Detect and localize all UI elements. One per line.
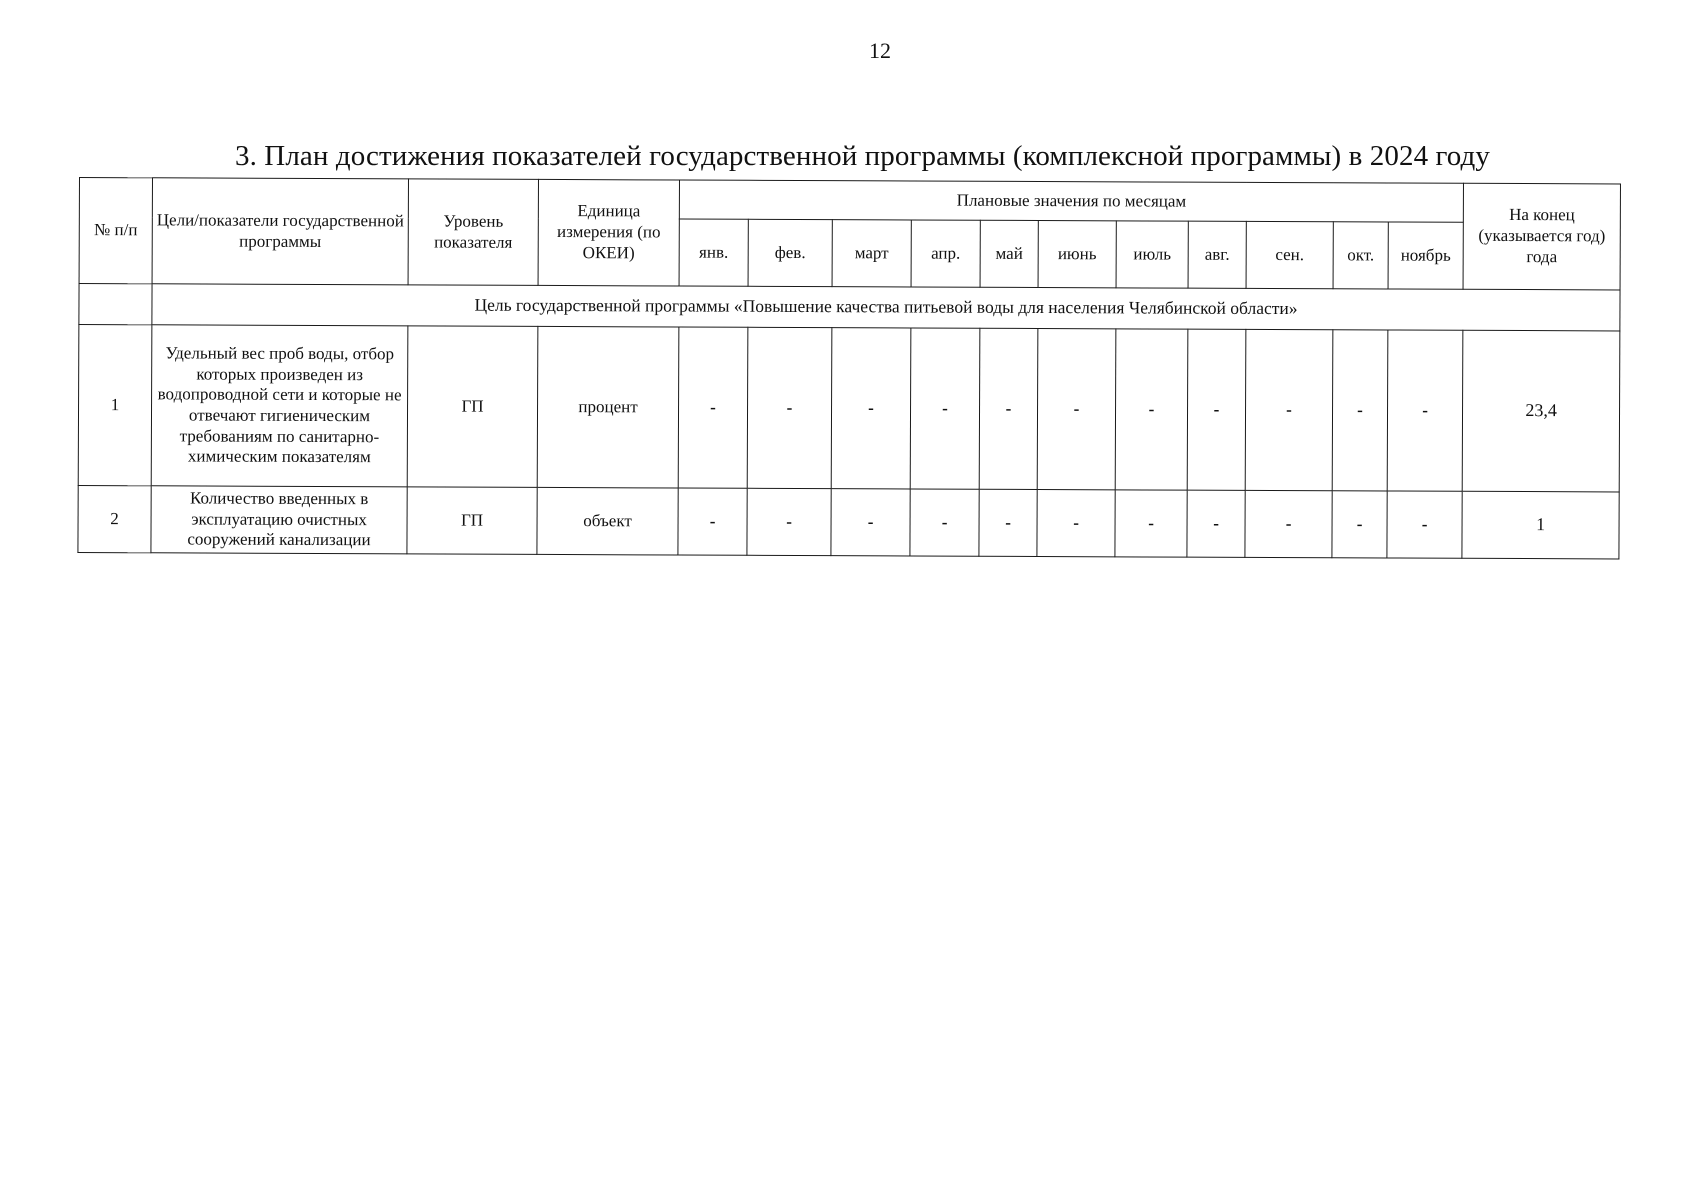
final-value: 1 (1462, 491, 1619, 559)
month-header: июнь (1038, 221, 1116, 288)
monthly-value: - (1115, 329, 1188, 490)
month-header: июль (1116, 221, 1188, 288)
monthly-value: - (1387, 491, 1462, 558)
indicator-name: Количество введенных в эксплуатацию очистных сооружений канализации (151, 486, 407, 554)
month-header: апр. (911, 220, 980, 287)
monthly-value: - (910, 489, 979, 556)
month-header: авг. (1188, 221, 1246, 288)
indicator-level: ГП (407, 326, 538, 488)
header-level: Уровень показателя (408, 179, 538, 286)
monthly-value: - (747, 488, 831, 555)
header-row (79, 178, 1620, 223)
monthly-value: - (910, 328, 980, 489)
monthly-value: - (979, 489, 1037, 556)
monthly-value: - (1037, 329, 1116, 490)
monthly-value: - (1187, 490, 1245, 557)
monthly-value: - (1115, 490, 1187, 557)
header-monthly-values: Плановые значения по месяцам (679, 180, 1463, 222)
row-num: 1 (78, 325, 152, 486)
row-num: 2 (78, 485, 151, 552)
monthly-value: - (747, 327, 832, 488)
header-goal: Цели/показатели государственной программы (152, 178, 408, 285)
month-header: сен. (1246, 221, 1333, 288)
monthly-value: - (1245, 329, 1333, 490)
month-header: май (980, 220, 1038, 287)
goal-row-blank-cell (79, 284, 152, 325)
month-header: окт. (1333, 222, 1388, 289)
header-num: № п/п (79, 178, 152, 284)
indicator-unit: процент (537, 326, 679, 488)
month-header: янв. (679, 219, 748, 286)
header-final: На конец (указывается год) года (1463, 183, 1620, 290)
monthly-value: - (979, 328, 1038, 489)
month-header: март (832, 220, 911, 287)
monthly-value: - (1187, 329, 1246, 490)
indicator-unit: объект (537, 487, 678, 555)
month-header: ноябрь (1388, 222, 1463, 289)
header-unit: Единица измерения (по ОКЕИ) (538, 179, 679, 286)
monthly-value: - (1387, 330, 1463, 491)
goal-row (79, 284, 1620, 331)
monthly-value: - (1245, 490, 1332, 557)
document-title: 3. План достижения показателей государственной программы (комплексной программы) в 2024 году (235, 140, 1491, 172)
monthly-value: - (678, 488, 747, 555)
monthly-value: - (831, 328, 911, 489)
table-row (78, 325, 1620, 492)
monthly-value: - (1332, 330, 1388, 491)
monthly-value: - (678, 327, 748, 488)
indicator-level: ГП (407, 487, 537, 555)
monthly-value: - (831, 489, 910, 556)
monthly-value: - (1037, 490, 1115, 557)
final-value: 23,4 (1462, 330, 1620, 492)
month-header: фев. (748, 219, 832, 286)
indicators-plan-table (77, 177, 1621, 559)
monthly-value: - (1332, 491, 1387, 558)
program-goal: Цель государственной программы «Повышение качества питьевой воды для населения Челябинской области» (152, 284, 1620, 331)
page-number: 12 (869, 38, 891, 63)
indicator-name: Удельный вес проб воды, отбор которых произведен из водопроводной сети и которые не отвечают гигиеническим требованиям по санитарно-химическим показателям (151, 325, 408, 487)
table-row (78, 485, 1619, 558)
